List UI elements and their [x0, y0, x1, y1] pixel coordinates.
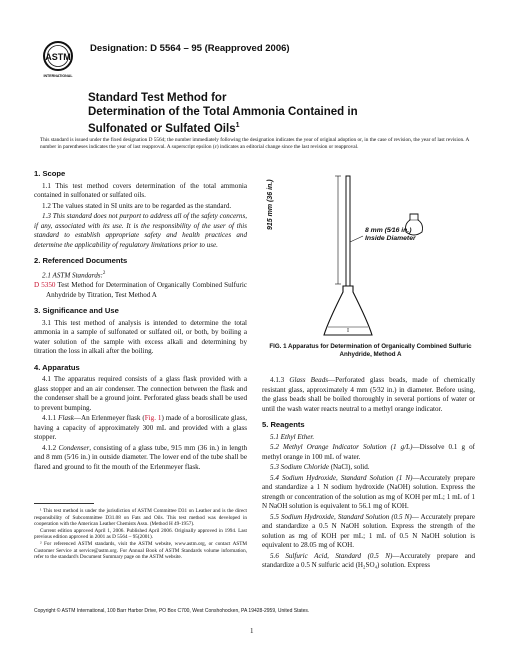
reagent-5-6	[262, 552, 475, 571]
reagent-5-2-name: 5.2 Methyl Orange Indicator Solution (1 g/L)	[270, 443, 413, 451]
para-4-1-1	[34, 414, 247, 443]
para-1-2: 1.2 The values stated in SI units are to be regarded as the standard.	[42, 201, 232, 210]
reagent-5-5-name: 5.5 Sodium Hydroxide, Standard Solution (0.5 N)	[270, 512, 412, 521]
reagent-5-5	[262, 513, 475, 551]
reagent-5-6-text: —Accurately prepare and standardize a 0.5 N sulfuric acid (H₂SO₄) solution. Express	[262, 551, 475, 569]
para-4-1-3-num: 4.1.3	[270, 376, 290, 384]
figure-length-label: 915 mm (36 in.)	[267, 179, 274, 230]
page-number: 1	[250, 627, 254, 635]
figure-diameter-value: 8 mm (5⁄16 in.)	[365, 227, 412, 234]
footnote-1: ¹ This test method is under the jurisdiction of ASTM Committee D31 on Leather and is the direct responsibility of Subcommittee D31.08 on Fats and Oils. This test method was developed in cooperation with the American Leather Chemists Assn. (Method H 49-1957).	[34, 508, 247, 528]
figure-diameter-note: Inside Diameter	[365, 235, 416, 242]
title-line-2: Determination of the Total Ammonia Contained in	[88, 105, 358, 118]
heading-referenced-documents: 2. Referenced Documents	[34, 256, 128, 265]
reagent-5-3-name: 5.3 Sodium Chloride	[270, 463, 329, 471]
title-footnote-mark: 1	[235, 122, 240, 129]
condenser-term: Condenser	[58, 443, 90, 452]
right-column	[262, 376, 475, 572]
reagent-5-2	[262, 443, 475, 462]
para-1-1: 1.1 This test method covers determination of the total ammonia contained in sulfonated or sulfated oils.	[34, 181, 247, 199]
title-line-3: Sulfonated or Sulfated Oils	[88, 122, 236, 135]
document-title	[88, 92, 468, 136]
figure-caption: FIG. 1 Apparatus for Determination of Organically Combined Sulfuric Anhydride, Method A	[269, 343, 472, 358]
footnote-rule	[34, 503, 94, 504]
designation: Designation: D 5564 – 95 (Reapproved 2006)	[90, 43, 290, 54]
d5350-title: Test Method for Determination of Organically Combined Sulfuric Anhydride by Titration, Test Method A	[46, 281, 247, 299]
copyright-notice: Copyright © ASTM International, 100 Barr Harbor Drive, PO Box C700, West Conshohocken, PA 19428-2959, United States.	[34, 608, 310, 614]
reference-d5350	[34, 281, 247, 300]
astm-logo-icon	[40, 40, 76, 80]
reagent-5-4-name: 5.4 Sodium Hydroxide, Standard Solution (1 N)	[270, 473, 413, 482]
svg-text:INTERNATIONAL: INTERNATIONAL	[43, 74, 73, 78]
glass-beads-term: Glass Beads	[289, 376, 329, 384]
para-4-1-1-num: 4.1.1	[42, 414, 59, 423]
reagent-5-4	[262, 474, 475, 512]
figure-1-apparatus	[268, 172, 468, 342]
d5350-link[interactable]: D 5350	[34, 281, 56, 290]
heading-significance: 3. Significance and Use	[34, 306, 119, 316]
fig-1-link[interactable]: Fig. 1	[144, 414, 162, 423]
para-4-1-3	[262, 376, 475, 414]
title-line-1: Standard Test Method for	[88, 92, 227, 104]
title-line-3-wrap	[88, 119, 468, 136]
footnote-1-edition: Current edition approved April 1, 2006. Published April 2006. Originally approved in 1994. Last previous edition approved in 2001 as D 5564 – 95(2001).	[34, 527, 247, 541]
para-4-1: 4.1 The apparatus required consists of a glass flask provided with a glass stopper and an air condenser. The connection between the flask and the condenser shall be a ground joint. Perforated glass beads shall be used to prevent bumping.	[34, 375, 247, 412]
astm-standards-label: 2.1 ASTM Standards:	[42, 270, 103, 279]
heading-apparatus: 4. Apparatus	[34, 362, 80, 372]
left-column	[34, 163, 247, 473]
svg-text:I: I	[347, 328, 349, 334]
footnote-mark-2: 2	[102, 270, 106, 276]
reagent-5-3	[262, 463, 475, 473]
heading-scope: 1. Scope	[34, 169, 66, 178]
reagent-5-1: 5.1 Ethyl Ether.	[270, 432, 315, 441]
flask-term: Flask	[58, 414, 74, 423]
reagent-5-6-name: 5.6 Sulfuric Acid, Standard (0.5 N)	[270, 551, 393, 560]
figure-diameter-label	[365, 227, 416, 243]
para-1-3: 1.3 This standard does not purport to address all of the safety concerns, if any, associated with its use. It is the responsibility of the user of this standard to establish appropriate safety and health practices and determine the applicability of regulatory limitations prior to use.	[34, 212, 247, 249]
reagent-5-3-text: (NaCl), solid.	[328, 463, 370, 471]
para-4-1-1-text-a: —An Erlenmeyer flask (	[73, 414, 145, 423]
para-2-1	[34, 269, 247, 281]
reagent-5-2-text: —Dissolve 0.1 g of methyl orange in 100 mL of water.	[262, 443, 475, 461]
heading-reagents: 5. Reagents	[262, 420, 305, 429]
para-4-1-2	[34, 444, 247, 473]
footnote-2: ² For referenced ASTM standards, visit the ASTM website, www.astm.org, or contact ASTM Customer Service at service@astm.org. For Annual Book of ASTM Standards volume information, refer to the standard's Document Summary page on the ASTM website.	[34, 540, 247, 561]
svg-text:ASTM: ASTM	[45, 52, 71, 62]
footnotes	[34, 508, 247, 561]
reagent-5-5-text: — Accurately prepare and standardize a 0.5 N NaOH solution. Express the strength of the solution as mg of KOH per mL; 1 mL of 0.5 N NaOH solution is equivalent to 28.05 mg of KOH.	[262, 512, 475, 549]
para-4-1-2-text: , consisting of a glass tube, 915 mm (36 in.) in length and 8 mm (5⁄16 in.) in outside diameter. The lower end of the tube shall be flared and ground to fit the mouth of the Erlenmeyer flask.	[34, 443, 247, 471]
reagent-5-4-text: —Accurately prepare and standardize a 1 N sodium hydroxide (NaOH) solution. Express the strength or concentration of the solution as mg of KOH per mL; 1 mL of 1 N NaOH solution is equivalent to 56.1 mg of KOH.	[262, 473, 476, 510]
para-4-1-3-text: —Perforated glass beads, made of chemically resistant glass, approximately 4 mm (5⁄32 in.) in diameter. Before using, the glass beads shall be boiled thoroughly in several portions of water or until the wash water reacts neutral to a methyl orange indicator.	[262, 376, 475, 413]
para-4-1-2-num: 4.1.2	[42, 443, 59, 452]
para-3-1: 3.1 This test method of analysis is intended to determine the total ammonia in a sample of sulfonated or sulfated oil, or both, by boiling a water solution of the sample with excess alkali and determining by titration the loss in alkali after the boiling.	[34, 318, 247, 356]
para-4-1-1-text-b: ) made of a borosilicate glass, having a capacity of approximately 300 mL and provided with a glass stopper.	[34, 414, 248, 442]
preamble: This standard is issued under the fixed designation D 5564; the number immediately following the designation indicates the year of original adoption or, in the case of revision, the year of last revision. A number in parentheses indicates the year of last reapproval. A superscript epsilon (ε) indicates an editorial change since the last revision or reapproval.	[40, 137, 470, 151]
